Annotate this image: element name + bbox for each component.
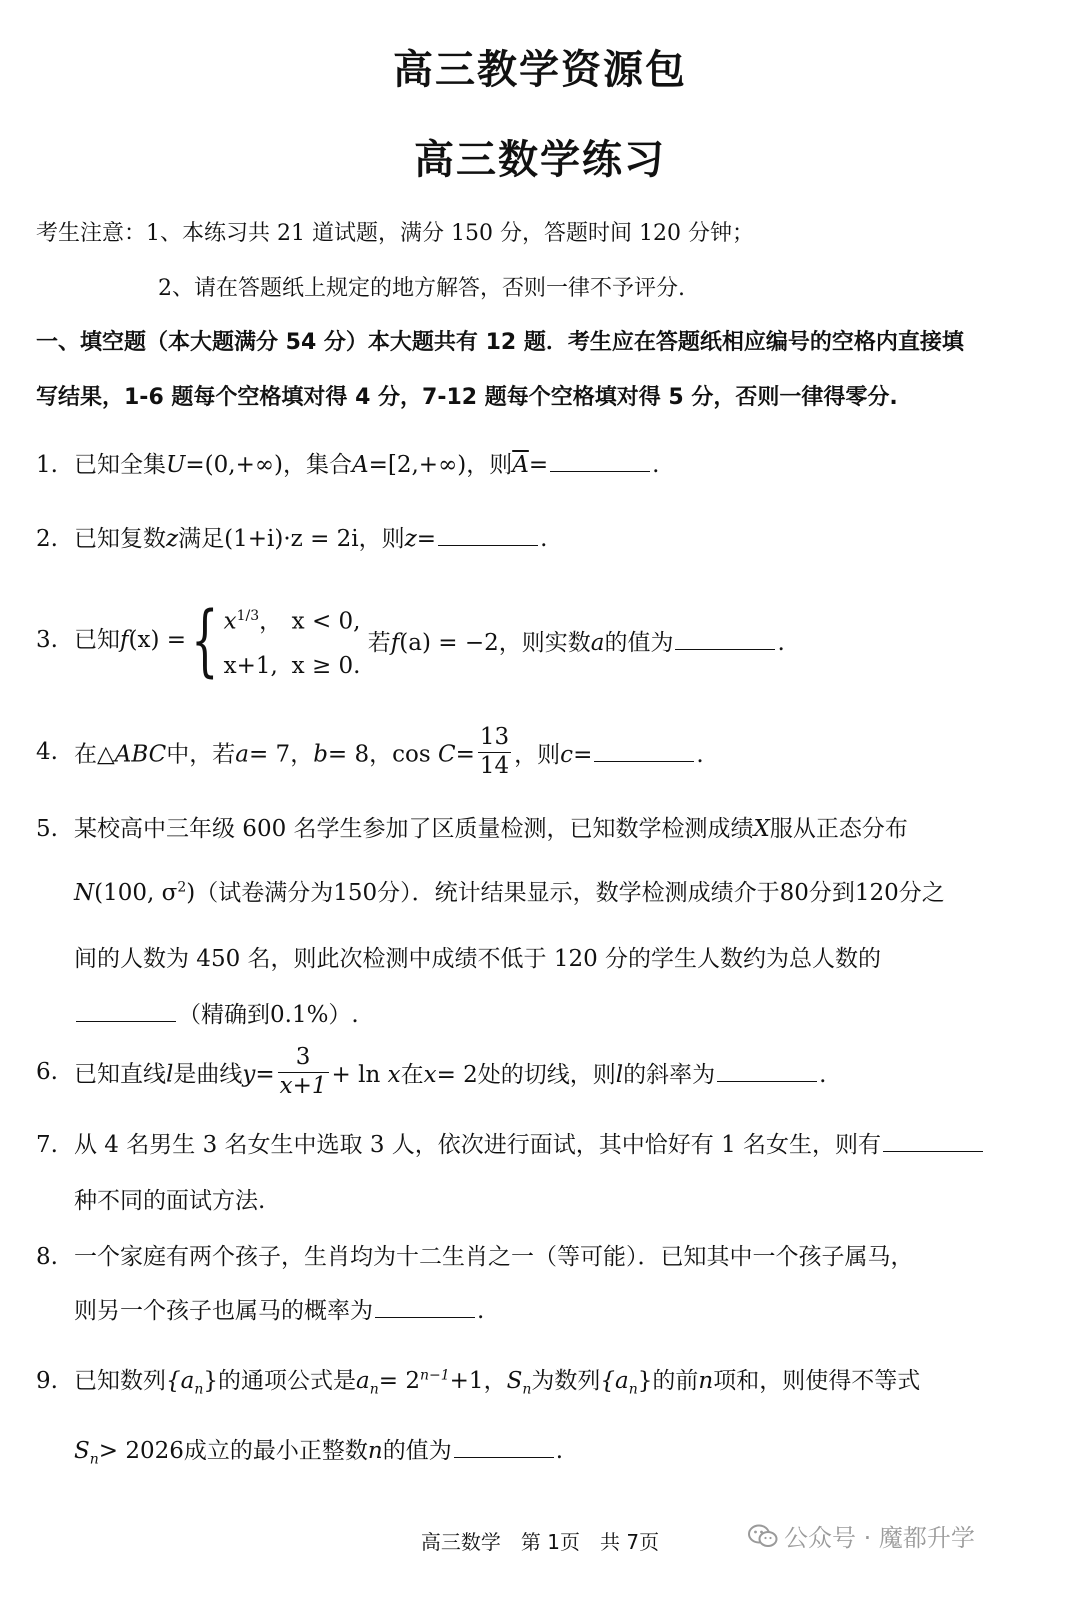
question-9-line-1: 9. 已知数列$\{a_n\}$的通项公式是$a_n= 2^{n-1}+1$，$S_n$为数列$\{a_n\}$的前n项和，则使得不等式 — [36, 1367, 921, 1398]
page-footer: 高三数学 第 1页 共 7页 — [420, 1530, 660, 1554]
section-heading-line-1: 一、填空题（本大题满分 54 分）本大题共有 12 题．考生应在答题纸相应编号的空格内直接填 — [36, 330, 964, 355]
question-3: 3. 已知f(x) ={ $x^{1/3}$， x < 0, x+1, x ≥ 0. 若f(a) = −2，则实数a的值为 . — [36, 595, 785, 686]
fraction: $\frac{13}{14}$ — [479, 724, 510, 779]
notice-item-1: 1、本练习共 21 道试题，满分 150 分，答题时间 120 分钟； — [146, 221, 754, 246]
watermark — [748, 1518, 975, 1555]
question-5-line-3: 间的人数为 450 名，则此次检测中成绩不低于 120 分的学生人数约为总人数的 — [74, 946, 882, 972]
answer-blank[interactable] — [717, 1080, 817, 1082]
answer-blank[interactable] — [883, 1150, 983, 1152]
question-1: 1. 已知全集U=(0,+∞)，集合A=[2,+∞)，则$\overline{A}=$ . — [36, 452, 660, 478]
wechat-icon — [748, 1523, 778, 1555]
exam-title: 高三数学练习 — [414, 137, 666, 183]
answer-blank[interactable] — [675, 648, 775, 650]
notice-line-2: 2、请在答题纸上规定的地方解答，否则一律不予评分. — [158, 276, 685, 301]
answer-blank[interactable] — [375, 1316, 475, 1318]
question-5-line-2: N(100, $\sigma^2$)（试卷满分为150分）．统计结果显示，数学检测成绩介于80分到120分之 — [74, 879, 945, 906]
question-5-line-4: （精确到0.1%）. — [74, 996, 359, 1029]
question-2: 2. 已知复数z满足(1+i)·z = 2i，则z= . — [36, 526, 548, 552]
answer-blank[interactable] — [438, 544, 538, 546]
header-title: 高三教学资源包 — [393, 47, 687, 93]
section-heading-line-2: 写结果，1-6 题每个空格填对得 4 分，7-12 题每个空格填对得 5 分，否则一律得零分. — [36, 385, 898, 410]
question-5-line-1: 5. 某校高中三年级 600 名学生参加了区质量检测，已知数学检测成绩X服从正态分布 — [36, 816, 908, 842]
piecewise-cases: $x^{1/3}$， x < 0, x+1, x ≥ 0. — [223, 608, 361, 679]
fraction: $\frac{3}{x+1}$ — [279, 1044, 327, 1099]
question-4: 4. 在△ABC中，若a= 7，b= 8，cos C= $\frac{13}{14}$ ，则c= . — [36, 724, 704, 779]
question-6: 6. 已知直线l是曲线y= $\frac{3}{x+1}$ + ln x在x= 2处的切线，则l的斜率为 . — [36, 1044, 827, 1099]
notice-line-1 — [36, 216, 754, 247]
piecewise-brace: { — [191, 595, 219, 686]
question-7-line-2: 种不同的面试方法. — [74, 1188, 266, 1214]
notice-label: 考生注意： — [36, 221, 147, 246]
answer-blank[interactable] — [550, 470, 650, 472]
question-8-line-2: 则另一个孩子也属马的概率为 . — [74, 1298, 485, 1324]
answer-blank[interactable] — [76, 1020, 176, 1022]
question-7-line-1: 7. 从 4 名男生 3 名女生中选取 3 人，依次进行面试，其中恰好有 1 名女生，则有 — [36, 1126, 985, 1159]
answer-blank[interactable] — [594, 760, 694, 762]
question-9-line-2: $S_n> 2026$成立的最小正整数n的值为 . — [74, 1438, 564, 1468]
answer-blank[interactable] — [454, 1456, 554, 1458]
question-8-line-1: 8. 一个家庭有两个孩子，生肖均为十二生肖之一（等可能）．已知其中一个孩子属马， — [36, 1244, 914, 1270]
watermark-text: 公众号 · 魔都升学 — [784, 1524, 975, 1552]
